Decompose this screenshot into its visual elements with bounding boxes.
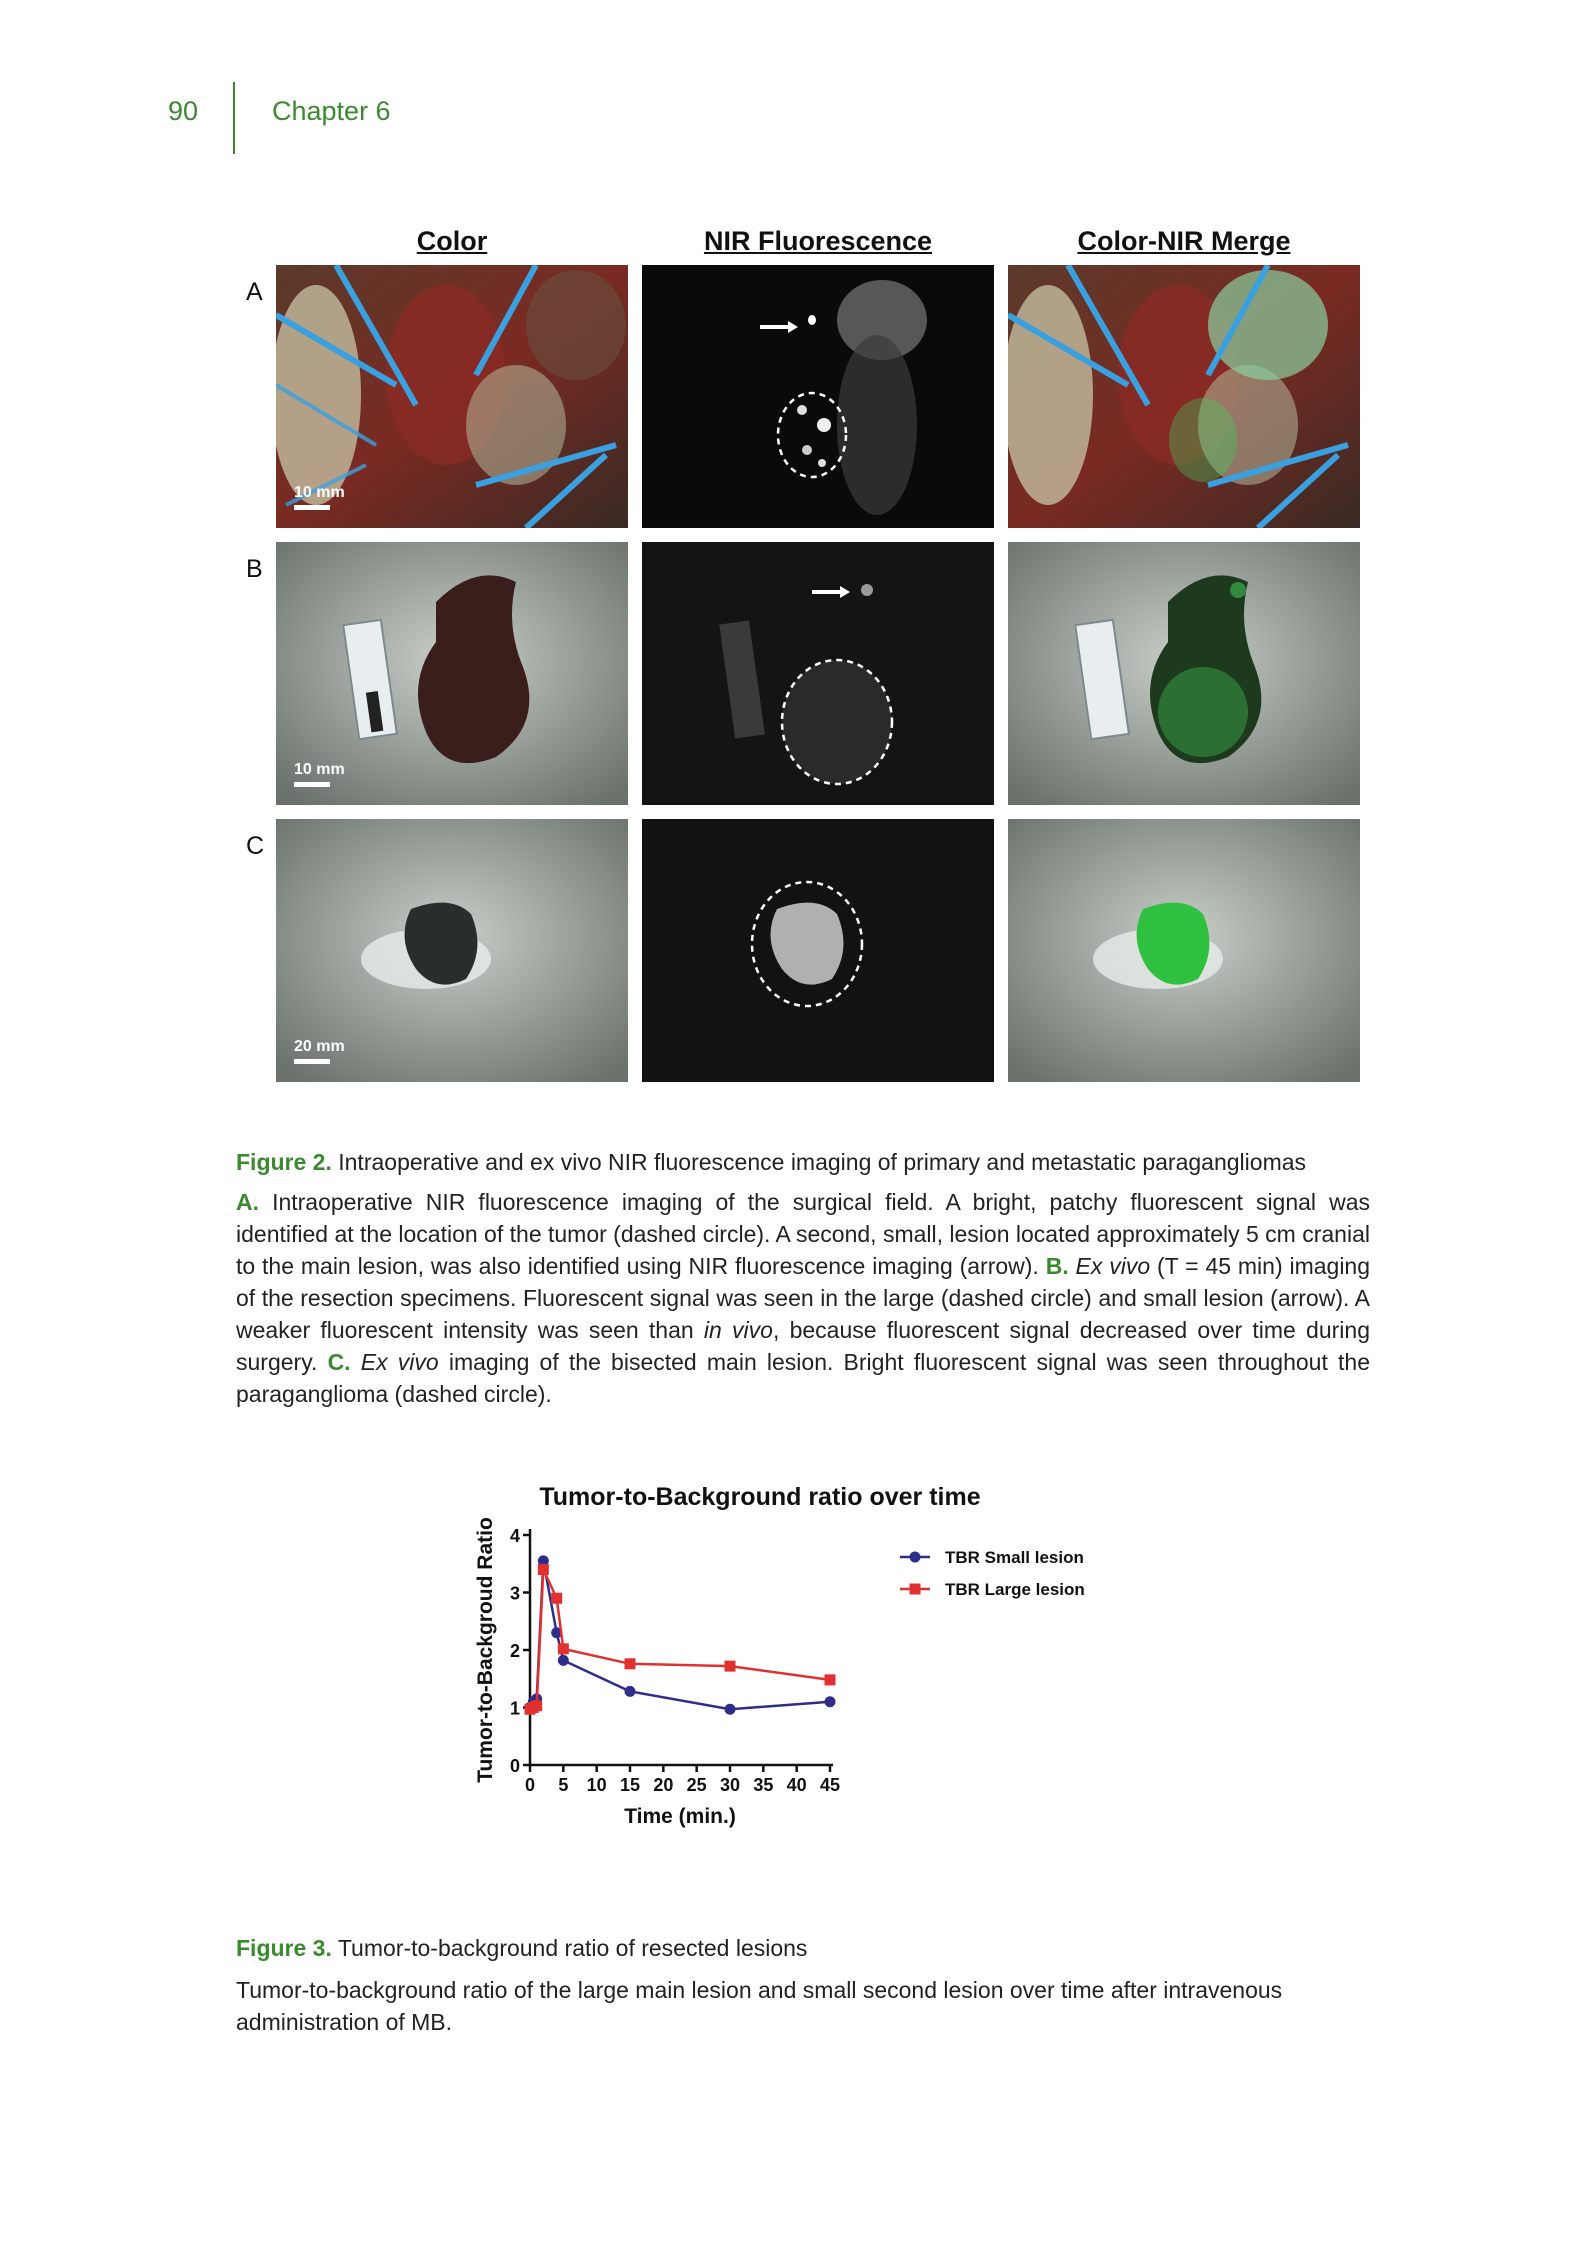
text-b: (T = 45 min) imaging of the resection specimens. Fluorescent signal was seen in the large (dashed circle) and small lesion (arrow). A weaker fluorescent intensity was seen than bbox=[236, 1253, 1371, 1343]
data-point bbox=[558, 1643, 569, 1654]
figure3-label: Figure 3. bbox=[236, 1935, 332, 1961]
x-tick-label: 25 bbox=[686, 1775, 707, 1795]
text-a: Intraoperative NIR fluorescence imaging of the surgical field. A bright, patchy fluorescent signal was identified at the location of the tumor (dashed circle). A second, small, lesion located approximately 5 cm cranial to the main lesion, was also identified using NIR fluorescence imaging (arrow). bbox=[236, 1189, 1370, 1279]
tbr-chart bbox=[470, 1475, 1170, 1915]
data-point bbox=[825, 1696, 836, 1707]
data-point bbox=[558, 1655, 569, 1666]
data-point bbox=[538, 1564, 549, 1575]
italic-b2: in vivo bbox=[703, 1317, 773, 1343]
figure3-caption-title-line bbox=[236, 1932, 1370, 1964]
figure2-caption-title-line bbox=[236, 1146, 1370, 1178]
panel-b-nir bbox=[642, 542, 994, 805]
figure2-title: Intraoperative and ex vivo NIR fluorescence imaging of primary and metastatic paragangliomas bbox=[338, 1149, 1307, 1175]
header-divider bbox=[233, 82, 235, 154]
legend-marker bbox=[910, 1552, 921, 1563]
label-c: C. bbox=[327, 1349, 351, 1375]
legend-label: TBR Small lesion bbox=[945, 1548, 1084, 1567]
x-tick-label: 45 bbox=[819, 1775, 841, 1795]
y-axis-label: Tumor-to-Backgroud Ratio bbox=[474, 1517, 497, 1783]
panel-c-merge bbox=[1008, 819, 1360, 1082]
scale-bar: 10 mm bbox=[294, 761, 345, 787]
y-tick-label: 2 bbox=[509, 1641, 520, 1661]
chapter-title: Chapter 6 bbox=[272, 96, 391, 126]
data-point bbox=[625, 1686, 636, 1697]
x-tick-label: 10 bbox=[586, 1775, 607, 1795]
panel-b-color bbox=[276, 542, 628, 805]
y-tick-label: 0 bbox=[509, 1756, 520, 1776]
data-point bbox=[551, 1593, 562, 1604]
y-tick-label: 1 bbox=[509, 1698, 520, 1719]
figure3-caption bbox=[236, 1932, 1370, 2038]
tbr-chart-svg bbox=[470, 1475, 1170, 1915]
panel-a-merge bbox=[1008, 265, 1360, 528]
scale-bar: 10 mm bbox=[294, 484, 345, 510]
x-tick-label: 40 bbox=[786, 1775, 807, 1795]
data-point bbox=[531, 1700, 542, 1711]
data-point bbox=[725, 1704, 736, 1715]
x-tick-label: 0 bbox=[524, 1775, 536, 1795]
text-b2: , because fluorescent signal decreased over time during surgery. bbox=[236, 1317, 1370, 1375]
figure3-title: Tumor-to-background ratio of resected lesions bbox=[337, 1935, 808, 1961]
legend-marker bbox=[910, 1584, 921, 1595]
legend-label: TBR Large lesion bbox=[945, 1580, 1085, 1599]
x-tick-label: 20 bbox=[653, 1775, 674, 1795]
panel-c-nir bbox=[642, 819, 994, 1082]
figure2-caption bbox=[236, 1146, 1370, 1410]
data-point bbox=[625, 1658, 636, 1669]
italic-c: Ex vivo bbox=[360, 1349, 439, 1375]
column-title-color: Color bbox=[416, 226, 488, 256]
series-line-0 bbox=[530, 1561, 830, 1709]
scale-bar: 20 mm bbox=[294, 1038, 345, 1064]
x-tick-label: 15 bbox=[619, 1775, 641, 1795]
series-line-1 bbox=[530, 1570, 830, 1710]
y-tick-label: 3 bbox=[509, 1583, 520, 1604]
panel-b-merge bbox=[1008, 542, 1360, 805]
x-tick-label: 5 bbox=[558, 1775, 569, 1795]
row-label-c: C bbox=[246, 832, 265, 860]
figure3-body: Tumor-to-background ratio of the large main lesion and small second lesion over time after intravenous administration of MB. bbox=[236, 1977, 1283, 2035]
column-title-merge: Color-NIR Merge bbox=[1077, 226, 1291, 256]
row-label-a: A bbox=[246, 278, 263, 306]
text-c: imaging of the bisected main lesion. Bright fluorescent signal was seen throughout the paraganglioma (dashed circle). bbox=[236, 1349, 1370, 1407]
italic-b: Ex vivo bbox=[1075, 1253, 1151, 1279]
panel-a-color bbox=[276, 265, 628, 528]
x-tick-label: 35 bbox=[753, 1775, 774, 1795]
data-point bbox=[825, 1674, 836, 1685]
x-axis-label: Time (min.) bbox=[624, 1805, 736, 1828]
y-tick-label: 4 bbox=[509, 1526, 520, 1546]
data-point bbox=[725, 1661, 736, 1672]
label-b: B. bbox=[1045, 1253, 1069, 1279]
figure2-label: Figure 2. bbox=[236, 1149, 332, 1175]
x-tick-label: 30 bbox=[719, 1775, 741, 1795]
row-label-b: B bbox=[246, 555, 263, 583]
page-number: 90 bbox=[168, 96, 199, 126]
panel-c-color bbox=[276, 819, 628, 1082]
label-a: A. bbox=[236, 1189, 259, 1215]
column-title-nir: NIR Fluorescence bbox=[703, 226, 933, 256]
chart-title: Tumor-to-Background ratio over time bbox=[539, 1483, 981, 1511]
figure2-body bbox=[236, 1186, 1370, 1410]
panel-a-nir bbox=[642, 265, 994, 528]
